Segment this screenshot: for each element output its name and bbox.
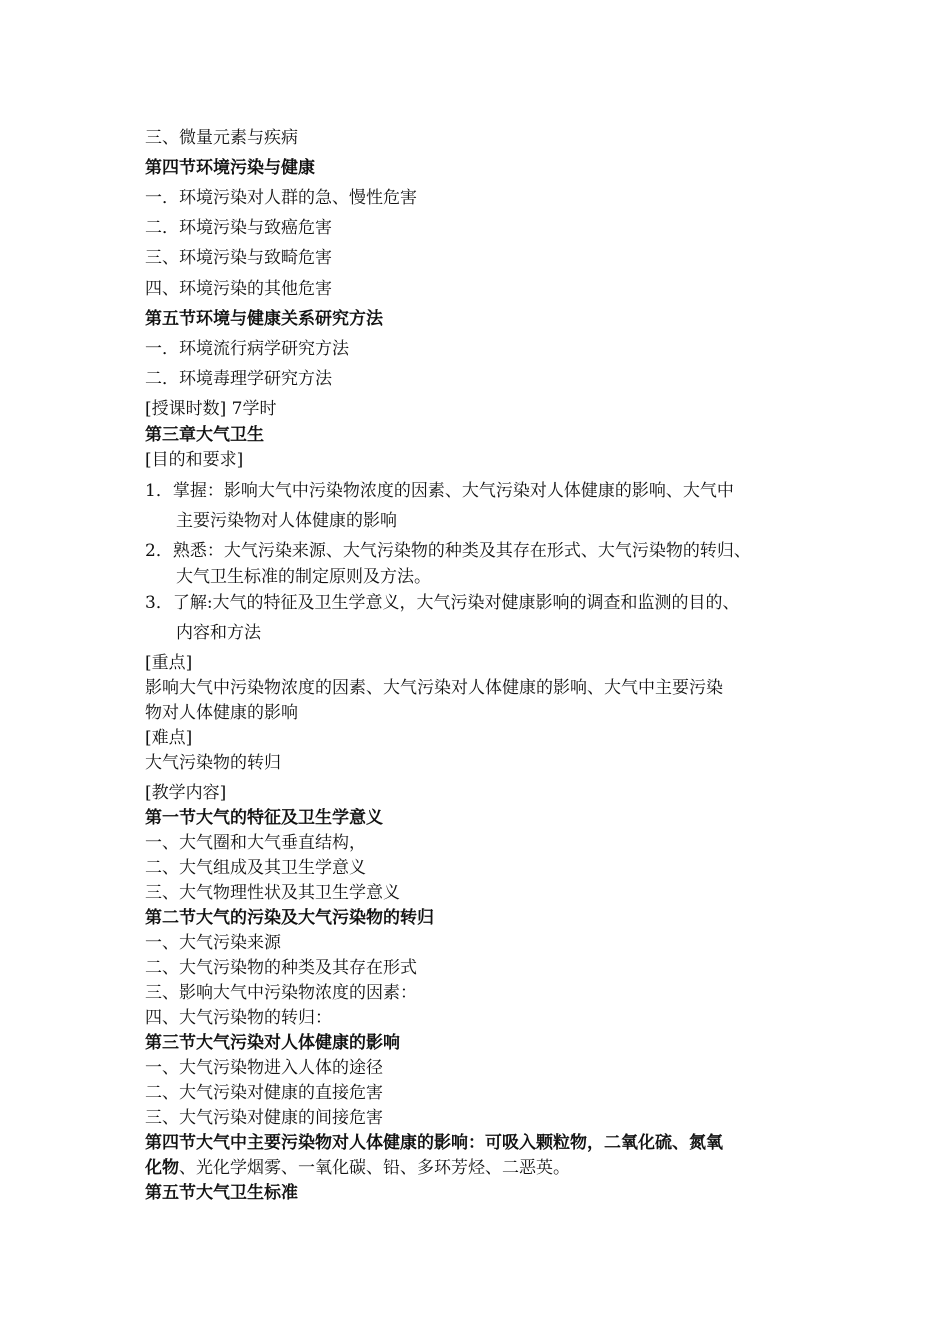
text-line: 二．环境毒理学研究方法 xyxy=(145,369,332,389)
list-item: 3．了解:大气的特征及卫生学意义，大气污染对健康影响的调查和监测的目的、 xyxy=(145,593,740,613)
text-line: 二、大气污染对健康的直接危害 xyxy=(145,1083,383,1103)
section-heading: 第二节大气的污染及大气污染物的转归 xyxy=(145,908,434,928)
text-line: 一、大气圈和大气垂直结构， xyxy=(145,833,366,853)
text-line: 三、微量元素与疾病 xyxy=(145,128,298,148)
text-line: 三、环境污染与致畸危害 xyxy=(145,248,332,268)
text-line: [难点] xyxy=(145,728,193,748)
text-line: [教学内容] xyxy=(145,783,227,803)
text-line xyxy=(145,1157,570,1179)
text-line: 大气污染物的转归 xyxy=(145,753,281,773)
chapter-heading: 第三章大气卫生 xyxy=(145,425,264,445)
text-line: 一、大气污染来源 xyxy=(145,933,281,953)
text-line: 三、大气污染对健康的间接危害 xyxy=(145,1108,383,1128)
text-line: 二、大气污染物的种类及其存在形式 xyxy=(145,958,417,978)
section-heading: 第四节环境污染与健康 xyxy=(145,158,315,178)
text-line: [目的和要求] xyxy=(145,450,244,470)
text-line: 一．环境污染对人群的急、慢性危害 xyxy=(145,188,417,208)
text-line: [授课时数] 7学时 xyxy=(145,399,277,419)
section-heading: 第一节大气的特征及卫生学意义 xyxy=(145,808,383,828)
text-line: 一、大气污染物进入人体的途径 xyxy=(145,1058,383,1078)
text-line: 一．环境流行病学研究方法 xyxy=(145,339,349,359)
list-item-continuation: 大气卫生标准的制定原则及方法。 xyxy=(176,567,431,587)
list-item: 1．掌握：影响大气中污染物浓度的因素、大气污染对人体健康的影响、大气中 xyxy=(145,481,734,501)
bold-fragment: 化物 xyxy=(145,1158,179,1178)
section-heading: 第五节大气卫生标准 xyxy=(145,1183,298,1203)
text-line: 二、大气组成及其卫生学意义 xyxy=(145,858,366,878)
section-heading: 第三节大气污染对人体健康的影响 xyxy=(145,1033,400,1053)
text-fragment: 、光化学烟雾、一氧化碳、铅、多环芳烃、二恶英。 xyxy=(179,1158,570,1178)
text-line: 物对人体健康的影响 xyxy=(145,703,298,723)
section-heading: 第五节环境与健康关系研究方法 xyxy=(145,309,383,329)
text-line: 四、大气污染物的转归： xyxy=(145,1008,332,1028)
text-line: 三、影响大气中污染物浓度的因素： xyxy=(145,983,417,1003)
text-line: 二．环境污染与致癌危害 xyxy=(145,218,332,238)
text-line: 三、大气物理性状及其卫生学意义 xyxy=(145,883,400,903)
text-line: [重点] xyxy=(145,653,193,673)
list-item-continuation: 主要污染物对人体健康的影响 xyxy=(176,511,397,531)
section-heading: 第四节大气中主要污染物对人体健康的影响：可吸入颗粒物，二氧化硫、氮氧 xyxy=(145,1133,723,1153)
text-line: 影响大气中污染物浓度的因素、大气污染对人体健康的影响、大气中主要污染 xyxy=(145,678,723,698)
text-line: 四、环境污染的其他危害 xyxy=(145,279,332,299)
list-item: 2．熟悉：大气污染来源、大气污染物的种类及其存在形式、大气污染物的转归、 xyxy=(145,541,751,561)
list-item-continuation: 内容和方法 xyxy=(176,623,261,643)
